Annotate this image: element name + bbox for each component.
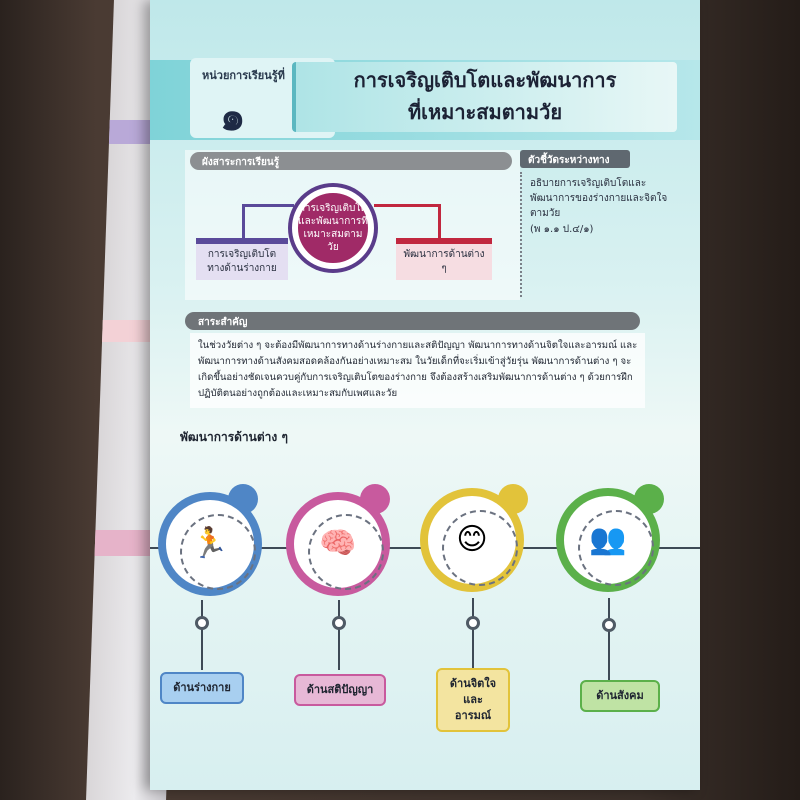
branch-right: พัฒนาการด้านต่าง ๆ <box>396 238 492 280</box>
development-header: พัฒนาการด้านต่าง ๆ <box>180 430 288 444</box>
key-points-text: ในช่วงวัยต่าง ๆ จะต้องมีพัฒนาการทางด้านร่างกายและสติปัญญา พัฒนาการทางด้านจิตใจและอารมณ์ และพัฒนาการทางด้านสังคมสอดคล้องกันอย่างเหมาะสม ในวัยเด็กที่จะเริ่มเข้าสู่วัยรุ่น พัฒนาการด้านต่าง ๆ จะเกิดขึ้นอย่างชัดเจนควบคู่กับการเจริญเติบโตของร่างกาย จึงต้องสร้างเสริมพัฒนาการด้านต่าง ๆ ด้วยการฝึกปฏิบัติตนอย่างถูกต้องและเหมาะสมกับเพศและวัย <box>198 340 638 399</box>
branch-line-right-down <box>438 204 441 240</box>
development-label-social: ด้านสังคม <box>580 680 660 712</box>
branch-line-left <box>242 204 294 207</box>
social-icon: 👥 <box>589 522 627 557</box>
book-page <box>150 0 700 790</box>
title-line-1: การเจริญเติบโตและพัฒนาการ <box>353 68 617 92</box>
concept-bar-label: ผังสาระการเรียนรู้ <box>202 157 280 168</box>
item-node <box>466 616 480 630</box>
page-title <box>300 64 670 128</box>
development-circle-emotion <box>420 488 524 592</box>
learning-icon: 🧠 <box>319 526 357 561</box>
development-label-emotion: ด้านจิตใจและอารมณ์ <box>436 668 510 732</box>
item-node <box>332 616 346 630</box>
item-stem <box>201 600 203 670</box>
development-label-physical: ด้านร่างกาย <box>160 672 244 704</box>
key-points-bar <box>185 312 640 330</box>
development-label-intellect: ด้านสติปัญญา <box>294 674 386 706</box>
indicator-text: อธิบายการเจริญเติบโตและพัฒนาการของร่างกายและจิตใจตามวัย <box>530 178 668 219</box>
indicator-divider <box>520 172 522 297</box>
indicator-tag-label: ตัวชี้วัดระหว่างทาง <box>528 155 610 166</box>
item-stem <box>608 598 610 680</box>
emotion-icon: 😊 <box>456 522 488 557</box>
branch-line-right <box>374 204 438 207</box>
branch-line-left-down <box>242 204 245 240</box>
item-node <box>602 618 616 632</box>
branch-left: การเจริญเติบโตทางด้านร่างกาย <box>196 238 288 280</box>
indicator-panel <box>520 150 690 300</box>
item-stem <box>338 600 340 670</box>
unit-label: หน่วยการเรียนรู้ที่ <box>202 69 285 82</box>
exercise-icon: 🏃 <box>191 526 229 561</box>
title-line-2: ที่เหมาะสมตามวัย <box>407 100 563 124</box>
development-circle-physical <box>158 492 262 596</box>
item-node <box>195 616 209 630</box>
key-points-label: สาระสำคัญ <box>198 317 248 328</box>
development-circle-intellect <box>286 492 390 596</box>
indicator-code: (พ ๑.๑ ป.๔/๑) <box>530 224 594 235</box>
unit-number: ๑ <box>220 93 246 140</box>
item-stem <box>472 598 474 668</box>
development-circle-social <box>556 488 660 592</box>
mindmap-center: การเจริญเติบโตและพัฒนาการที่เหมาะสมตามวัย <box>292 187 374 269</box>
